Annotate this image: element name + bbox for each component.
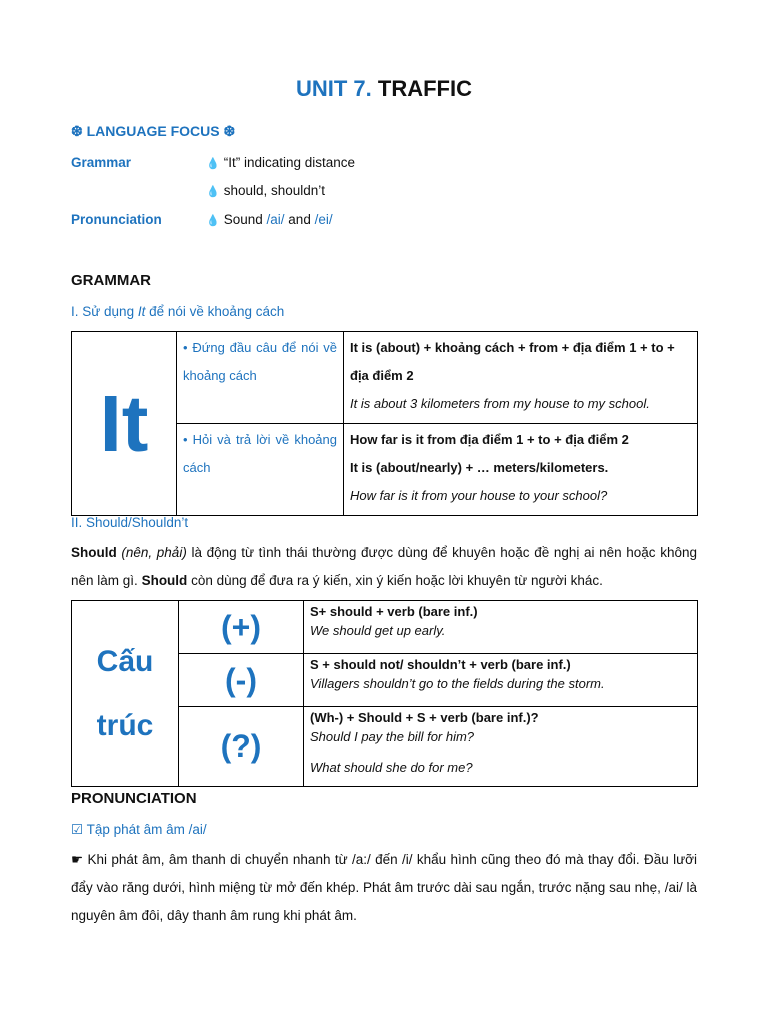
structure-cell: S+ should + verb (bare inf.) We should get up early. [304, 601, 698, 654]
grammar-heading: GRAMMAR [71, 272, 151, 289]
grammar-item-1: 💧 “It” indicating distance [206, 155, 356, 170]
drop-icon: 💧 [206, 186, 220, 198]
ai-sound-paragraph: ☛ Khi phát âm, âm thanh di chuyển nhanh từ /a:/ đến /i/ khẩu hình cũng theo đó mà thay đổi. Đầu lưỡi đẩy vào răng dưới, hình miệng từ mở đến khép. Phát âm trước dài sau ngắn, trước nặng sau nhẹ, /ai/ là nguyên âm đôi, dây thanh âm rung khi phát âm. [71, 852, 697, 923]
grammar-label: Grammar [71, 155, 132, 170]
section-1-heading: I. Sử dụng It để nói về khoảng cách [71, 304, 285, 319]
pronunciation-label: Pronunciation [71, 212, 162, 227]
negative-symbol: (-) [179, 654, 304, 707]
should-paragraph: Should (nên, phải) là động từ tình thái thường được dùng để khuyên hoặc đề nghị ai nên hoặc không nên làm gì. Should còn dùng để đưa ra ý kiến, xin ý kiến hoặc lời khuyên từ người khác. [71, 545, 697, 588]
structure-cell: How far is it from địa điểm 1 + to + địa điểm 2 It is (about/nearly) + … meters/kilometers. How far is it from your house to your school? [344, 424, 698, 516]
pronunciation-item: 💧 Sound /ai/ and /ei/ [206, 212, 333, 227]
unit-number: UNIT 7. [295, 76, 372, 101]
section-2-heading: II. Should/Shouldn’t [71, 515, 189, 530]
language-focus-heading: ❆ LANGUAGE FOCUS ❆ [71, 123, 236, 139]
question-symbol: (?) [179, 707, 304, 787]
drop-icon: 💧 [206, 215, 220, 227]
ai-sound-heading: ☑ Tập phát âm âm /ai/ [71, 822, 207, 837]
page-title [0, 76, 768, 102]
grammar-item-2: 💧 should, shouldn’t [206, 183, 326, 198]
pronunciation-heading: PRONUNCIATION [71, 790, 197, 807]
structure-cell: It is (about) + khoảng cách + from + địa điểm 1 + to + địa điểm 2 It is about 3 kilometers from my house to my school. [344, 332, 698, 424]
positive-symbol: (+) [179, 601, 304, 654]
structure-cell: (Wh-) + Should + S + verb (bare inf.)? Should I pay the bill for him? What should she do for me? [304, 707, 698, 787]
should-structure-table [71, 600, 698, 787]
unit-topic: TRAFFIC [377, 76, 472, 101]
structure-cell: S + should not/ shouldn’t + verb (bare inf.) Villagers shouldn’t go to the fields during the storm. [304, 654, 698, 707]
use-cell: • Hỏi và trả lời về khoảng cách [177, 424, 344, 516]
structure-label: Cấu trúc [72, 601, 179, 787]
big-it-label: It [72, 332, 177, 516]
it-distance-table [71, 331, 698, 516]
use-cell: • Đứng đầu câu để nói về khoảng cách [177, 332, 344, 424]
drop-icon: 💧 [206, 158, 220, 170]
